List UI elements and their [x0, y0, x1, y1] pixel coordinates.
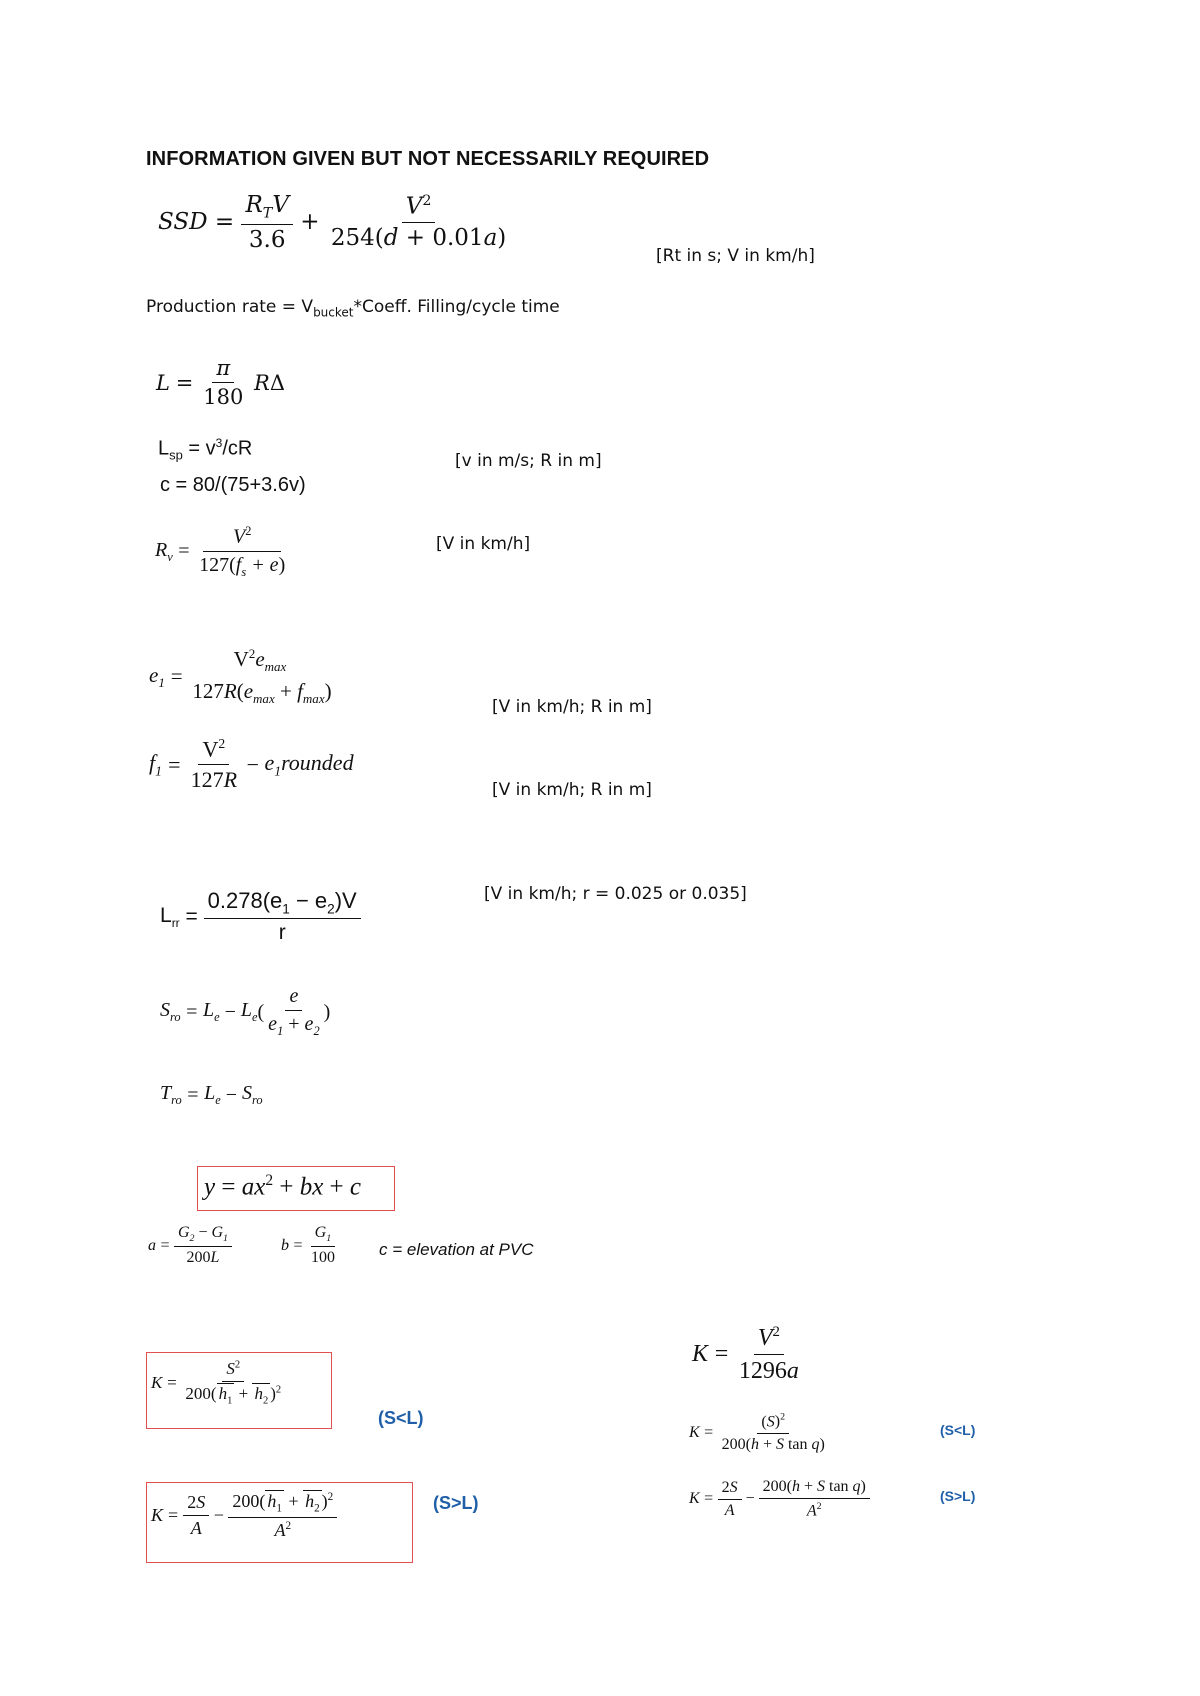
parabola-formula: $y = ax^2$ + bx + c	[204, 1172, 362, 1201]
lsp-units-note: [v in m/s; R in m]	[455, 451, 602, 471]
superelevation-e1-formula: $e_1$ = $V^2e_{max}$ $127R(e_{max} + f_{max})$	[149, 646, 332, 707]
parabola-c-definition: c = elevation at PVC	[379, 1240, 534, 1259]
curve-length-formula: L = $\frac{\pi}{180}$ R Δ	[156, 356, 286, 409]
spiral-length-formula: $L_{sp} = v^3/cR$	[158, 436, 253, 463]
parabola-b-coefficient: b = $\frac{G_1}{100}$	[281, 1224, 335, 1267]
ssd-formula: SSD = $\frac{R_TV}{3.6}$ + $\frac{V^2}{254(d + 0.01a)}$	[158, 192, 507, 253]
k-sight-greater-formula: K = $\frac{2S}{A}$ − $\frac{200( h_1 + h_2 )^2}{A^2}$	[151, 1491, 337, 1541]
tangent-runout-formula: $T_{ro}$ = $L_e$ − $S_{ro}$	[160, 1082, 263, 1107]
k-headlight-less-formula: K = $\frac{(S)^2}{\text{200(h + S tan q)}}$	[689, 1412, 825, 1454]
k-headlight-greater-formula: K = $\frac{2S}{A}$ − $\frac{\text{200(h + S tan q)}}{A^2}$	[689, 1478, 870, 1520]
k-sight-less-formula: K = $\frac{S^2}{200( h_1 + h_2 )^2}$	[151, 1359, 282, 1407]
e1-units-note: [V in km/h; R in m]	[492, 697, 652, 717]
ssd-units-note: [Rt in s; V in km/h]	[656, 246, 815, 266]
lrr-units-note: [V in km/h; r = 0.025 or 0.035]	[484, 884, 747, 904]
spiral-runoff-formula: $S_{ro}$ = $L_e$ − $L_e$ ( $\frac{e}{e_1 + e_2}$ )	[160, 985, 331, 1038]
k-right-condition-s-greater-l: (S>L)	[940, 1488, 976, 1504]
minimum-radius-formula: $R_v$ = $\frac{V^2}{127(f_s + e)}$	[155, 524, 286, 579]
k-sight-less-box	[146, 1352, 332, 1429]
k-left-condition-s-greater-l: (S>L)	[433, 1493, 479, 1513]
rv-units-note: [V in km/h]	[436, 534, 531, 554]
runoff-length-formula: $L_{rr}$ = $\frac{0.278(e_1 - e_2)V}{r}$	[160, 888, 361, 945]
parabola-formula-box	[197, 1166, 395, 1211]
friction-f1-formula: $f_1$ = $\frac{V^2}{127R}$ − $e_1rounded$	[149, 736, 354, 793]
k-sight-greater-box	[146, 1482, 413, 1563]
k-comfort-formula: K = $\frac{V^2}{1296a}$	[692, 1324, 799, 1384]
page-heading: INFORMATION GIVEN BUT NOT NECESSARILY REQUIRED	[146, 148, 710, 170]
k-left-condition-s-less-l: (S<L)	[378, 1408, 424, 1428]
f1-units-note: [V in km/h; R in m]	[492, 780, 652, 800]
k-right-condition-s-less-l: (S<L)	[940, 1422, 976, 1438]
parabola-a-coefficient: a = $\frac{G_2 - G_1}{200L}$	[148, 1224, 232, 1267]
c-coefficient-formula: c = 80/(75+3.6v)	[160, 474, 306, 496]
production-rate-formula: Production rate = $V_{bucket}*Coeff$. Filling/cycle time	[146, 297, 560, 320]
